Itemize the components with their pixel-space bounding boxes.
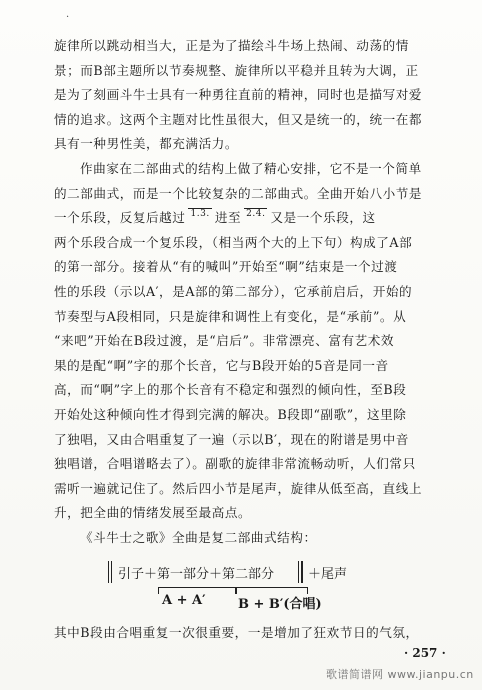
text-line: 节奏型与A段相同，只是旋律和调性上有变化，是“承前”。从 [54,308,407,324]
structure-formula [108,561,368,617]
formula-main: 引子＋第一部分＋第二部分 [118,567,275,582]
page-dot-mark: · [66,12,70,23]
body-text [54,34,432,550]
formula-tail: ＋尾声 [308,567,348,582]
repeat-start-bar [108,561,109,583]
text-line: 的第一部分。接着从“有的喊叫”开始至“啊”结束是一个过渡 [54,259,398,275]
text-fragment: 又是一个乐段，这 [270,210,376,226]
text-fragment: 进至 [214,210,242,226]
text-line: 其中B段由合唱重复一次很重要，一是增加了狂欢节日的气氛， [54,625,419,640]
text-line: “来吧”开始在B段过渡，是“启后”。非常漂亮、富有艺术效 [54,333,395,349]
volta-bracket-2: 2.4. [246,209,266,220]
text-line: 旋律所以跳动相当大，正是为了描绘斗牛场上热闹、动荡的情 [54,38,409,53]
repeat-end-bar [301,561,303,583]
page-number: · 257 · [404,646,446,660]
text-line: 升，把全曲的情绪发展至最高点。 [54,505,252,521]
formula-sub-part-two: B + B′(合唱) [238,597,322,612]
text-line: 开始处这种倾向性才得到完满的解决。B段即“副歌”，这里除 [54,406,407,422]
volta-bracket-1: 1.3. [190,209,210,220]
watermark: 歌谱简谱网 www.jianpu.cn [326,668,474,681]
formula-sub-part-one: A + A′ [162,593,206,608]
text-line: 独唱谱，合唱谱略去了）。副歌的旋律非常流畅动听，人们常只 [54,456,416,472]
text-line: 情的追求。这两个主题对比性虽很大，但又是统一的，统一在都 [54,111,423,127]
text-line: 了独唱，又由合唱重复了一遍（示以B′，现在的附谱是男中音 [54,431,409,447]
text-line: 作曲家在二部曲式的结构上做了精心安排，它不是一个简单 [80,160,422,176]
text-line: 《斗牛士之歌》全曲是复二部曲式结构： [80,529,317,545]
text-line: 性的乐段（示以A′，是A部的第二部分），它承前启后，开始的 [54,283,413,299]
text-fragment: 一个乐段，反复后越过 [54,210,186,226]
repeat-start-bar [111,561,112,583]
text-line: 需听一遍就记住了。然后四小节是尾声，旋律从低至高，直线上 [54,480,423,496]
text-line-with-volta [54,206,432,231]
repeat-end-bar [298,561,299,583]
text-line: 的二部曲式，而是一个比较复杂的二部曲式。全曲开始八小节是 [54,185,423,201]
text-line: 两个乐段合成一个复乐段，（相当两个大的上下句）构成了A部 [54,234,413,250]
text-line: 具有一种男性美，都充满活力。 [54,136,239,152]
text-line: 景；而B部主题所以节奏规整、旋律所以平稳并且转为大调，正 [54,62,419,78]
text-line: 果的是配“啊”字的那个长音，它与B段开始的5音是同一音 [54,357,389,373]
text-line: 高，而“啊”字上的那个长音有不稳定和强烈的倾向性，至B段 [54,382,407,398]
text-line: 是为了刻画斗牛士具有一种勇往直前的精神，同时也是描写对爱 [54,87,423,103]
